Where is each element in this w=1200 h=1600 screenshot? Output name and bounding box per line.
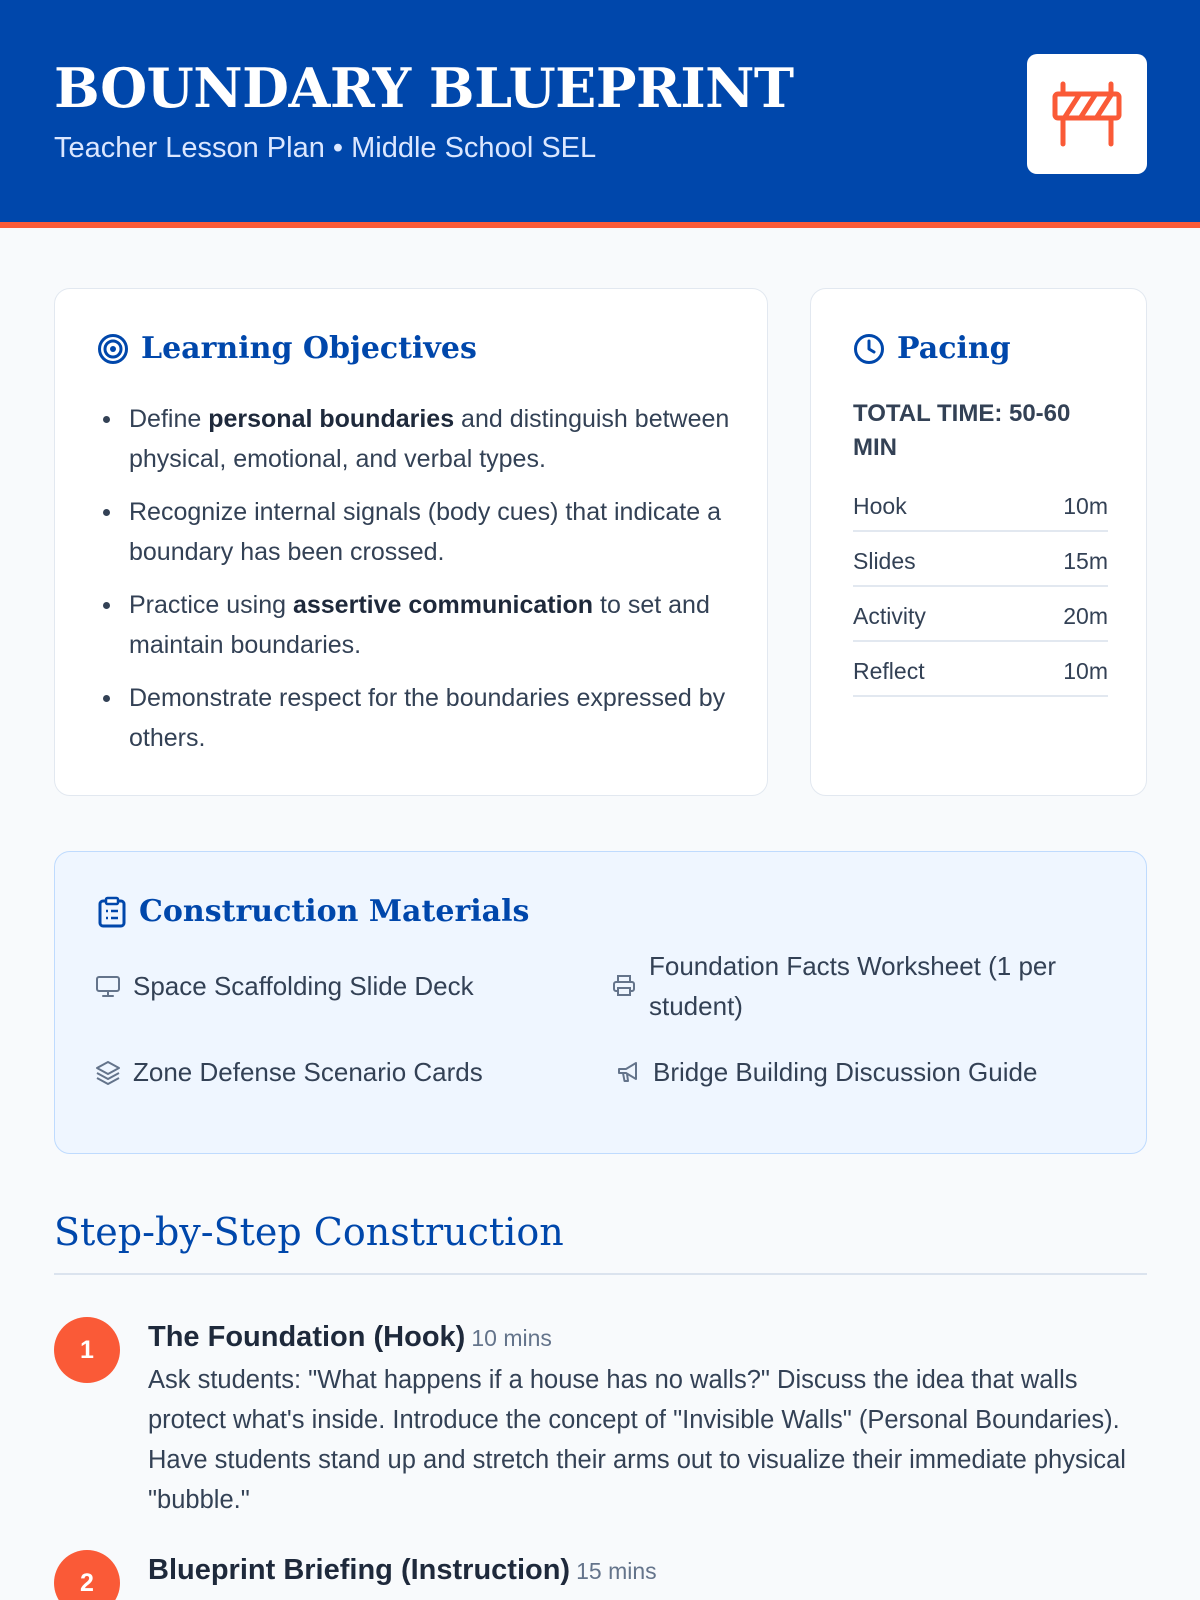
list-item: Practice using assertive communication to set and maintain boundaries. [129, 585, 739, 665]
material-item-slide-deck [95, 966, 535, 1006]
pacing-time: 20m [1063, 603, 1108, 629]
pacing-time: 10m [1063, 493, 1108, 519]
pacing-label: Hook [853, 493, 907, 519]
material-item-scenario-cards [95, 1052, 555, 1092]
construction-materials-card [54, 851, 1147, 1154]
pacing-heading-text: Pacing [897, 331, 1011, 366]
pacing-label: Reflect [853, 658, 925, 684]
logo-badge [1027, 54, 1147, 174]
pacing-row-slides [853, 532, 1108, 587]
megaphone-icon [615, 1059, 641, 1085]
header [0, 0, 1200, 228]
pacing-row-hook [853, 477, 1108, 532]
pacing-time: 10m [1063, 658, 1108, 684]
layers-icon [95, 1059, 121, 1085]
materials-heading-text: Construction Materials [139, 894, 530, 929]
learning-objectives-card [54, 288, 768, 796]
step-number-badge: 1 [54, 1317, 120, 1383]
section-title: Step-by-Step Construction [54, 1210, 564, 1254]
pacing-row-activity [853, 587, 1108, 642]
pacing-row-reflect [853, 642, 1108, 697]
step-number-badge: 2 [54, 1550, 120, 1600]
material-item-worksheet [611, 946, 1091, 1026]
objectives-heading-text: Learning Objectives [141, 331, 477, 366]
step-body [148, 1317, 1148, 1520]
total-time: TOTAL TIME: 50-60 MIN [853, 400, 1071, 461]
target-icon [97, 333, 129, 365]
pacing-label: Activity [853, 603, 926, 629]
material-item-discussion-guide [615, 1052, 1095, 1092]
pacing-card [810, 288, 1147, 796]
objectives-heading [97, 331, 477, 366]
pacing-list [853, 477, 1108, 697]
pacing-time: 15m [1063, 548, 1108, 574]
clock-icon [853, 333, 885, 365]
step-title: Blueprint Briefing (Instruction) 15 mins [148, 1554, 657, 1586]
step-title: The Foundation (Hook) 10 mins [148, 1321, 552, 1353]
list-item: Demonstrate respect for the boundaries expressed by others. [129, 678, 739, 758]
step-duration: 10 mins [471, 1325, 552, 1351]
clipboard-list-icon [97, 896, 127, 928]
objectives-list [129, 399, 739, 771]
list-item: Recognize internal signals (body cues) that indicate a boundary has been crossed. [129, 492, 739, 572]
list-item: Define personal boundaries and distinguish between physical, emotional, and verbal types. [129, 399, 739, 479]
step-description: Ask students: "What happens if a house has no walls?" Discuss the idea that walls protect what's inside. Introduce the concept of "Invisible Walls" (Personal Boundaries). Have students stand up and stretch their arms out to visualize their immediate physical "bubble." [148, 1366, 1126, 1514]
step-body [148, 1550, 1148, 1591]
step-duration: 15 mins [576, 1558, 657, 1584]
page-title: BOUNDARY BLUEPRINT [54, 56, 794, 120]
material-label: Foundation Facts Worksheet (1 per student) [649, 951, 1057, 1021]
materials-heading [97, 894, 529, 929]
material-label: Zone Defense Scenario Cards [133, 1057, 483, 1087]
material-label: Bridge Building Discussion Guide [653, 1057, 1038, 1087]
pacing-heading [853, 331, 1011, 366]
monitor-icon [95, 973, 121, 999]
printer-icon [611, 973, 637, 999]
section-divider [54, 1273, 1147, 1275]
material-label: Space Scaffolding Slide Deck [133, 971, 474, 1001]
road-barrier-icon [1049, 80, 1125, 148]
pacing-label: Slides [853, 548, 916, 574]
page-subtitle: Teacher Lesson Plan • Middle School SEL [54, 132, 597, 164]
